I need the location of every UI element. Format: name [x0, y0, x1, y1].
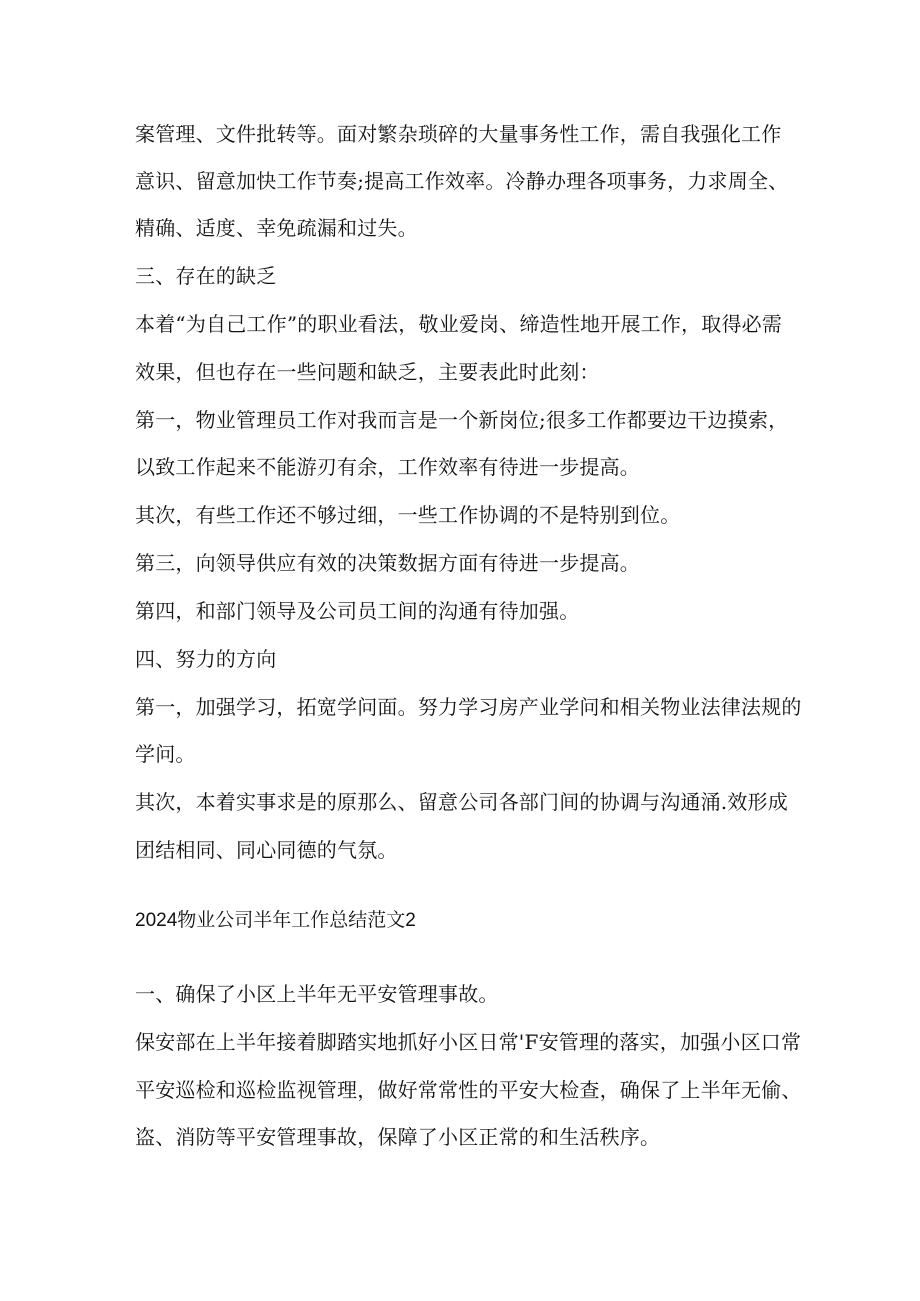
section-heading-4: 四、努力的方向	[135, 647, 277, 671]
paragraph-line-2: 意识、留意加快工作节奏;提高工作效率。冷静办理各项事务，力求周全、	[135, 169, 789, 193]
paragraph-line-16: 团结相同、同心同德的气氛。	[135, 838, 398, 862]
paragraph-line-5: 本着“为自己工作”的职业看法，敬业爱岗、缔造性地开展工作，取得必需	[135, 312, 783, 336]
paragraph-line-8: 以致工作起来不能游刃有余，工作效率有待进一步提高。	[135, 455, 640, 479]
paragraph-line-9: 其次，有些工作还不够过细，一些工作协调的不是特别到位。	[135, 503, 681, 527]
section-heading-3: 三、存在的缺乏	[135, 264, 277, 288]
paragraph-line-3: 精确、适度、幸免疏漏和过失。	[135, 216, 418, 240]
paragraph-line-10: 第三，向领导供应有效的决策数据方面有待进一步提高。	[135, 551, 640, 575]
paragraph-line-14: 学问。	[135, 742, 196, 766]
paragraph-line-7: 第一，物业管理员工作对我而言是一个新岗位;很多工作都要边干边摸索，	[135, 408, 789, 432]
document-title-2: 2024物业公司半年工作总结范文2	[135, 910, 416, 931]
paragraph-line-13: 第一，加强学习，拓宽学问面。努力学习房产业学问和相关物业法律法规的	[135, 695, 802, 719]
paragraph-line-15: 其次，本着实事求是的原那么、留意公司各部门间的协调与沟通涌.效形成	[135, 790, 788, 814]
paragraph-line-20: 平安巡检和巡检监视管理，做好常常性的平安大检查，确保了上半年无偷、	[135, 1078, 802, 1102]
paragraph-line-19: 保安部在上半年接着脚踏实地抓好小区日常'F安管理的落实，加强小区口常	[135, 1030, 802, 1054]
paragraph-line-11: 第四，和部门领导及公司员工间的沟通有待加强。	[135, 599, 580, 623]
subsection-heading-1: 一、确保了小区上半年无平安管理事故。	[135, 982, 499, 1006]
paragraph-line-6: 效果，但也存在一些问题和缺乏，主要表此时此刻：	[135, 360, 600, 384]
paragraph-line-1: 案管理、文件批转等。面对繁杂琐碎的大量事务性工作，需自我强化工作	[135, 122, 782, 146]
paragraph-line-21: 盗、消防等平安管理事故，保障了小区正常的和生活秩序。	[135, 1125, 661, 1149]
